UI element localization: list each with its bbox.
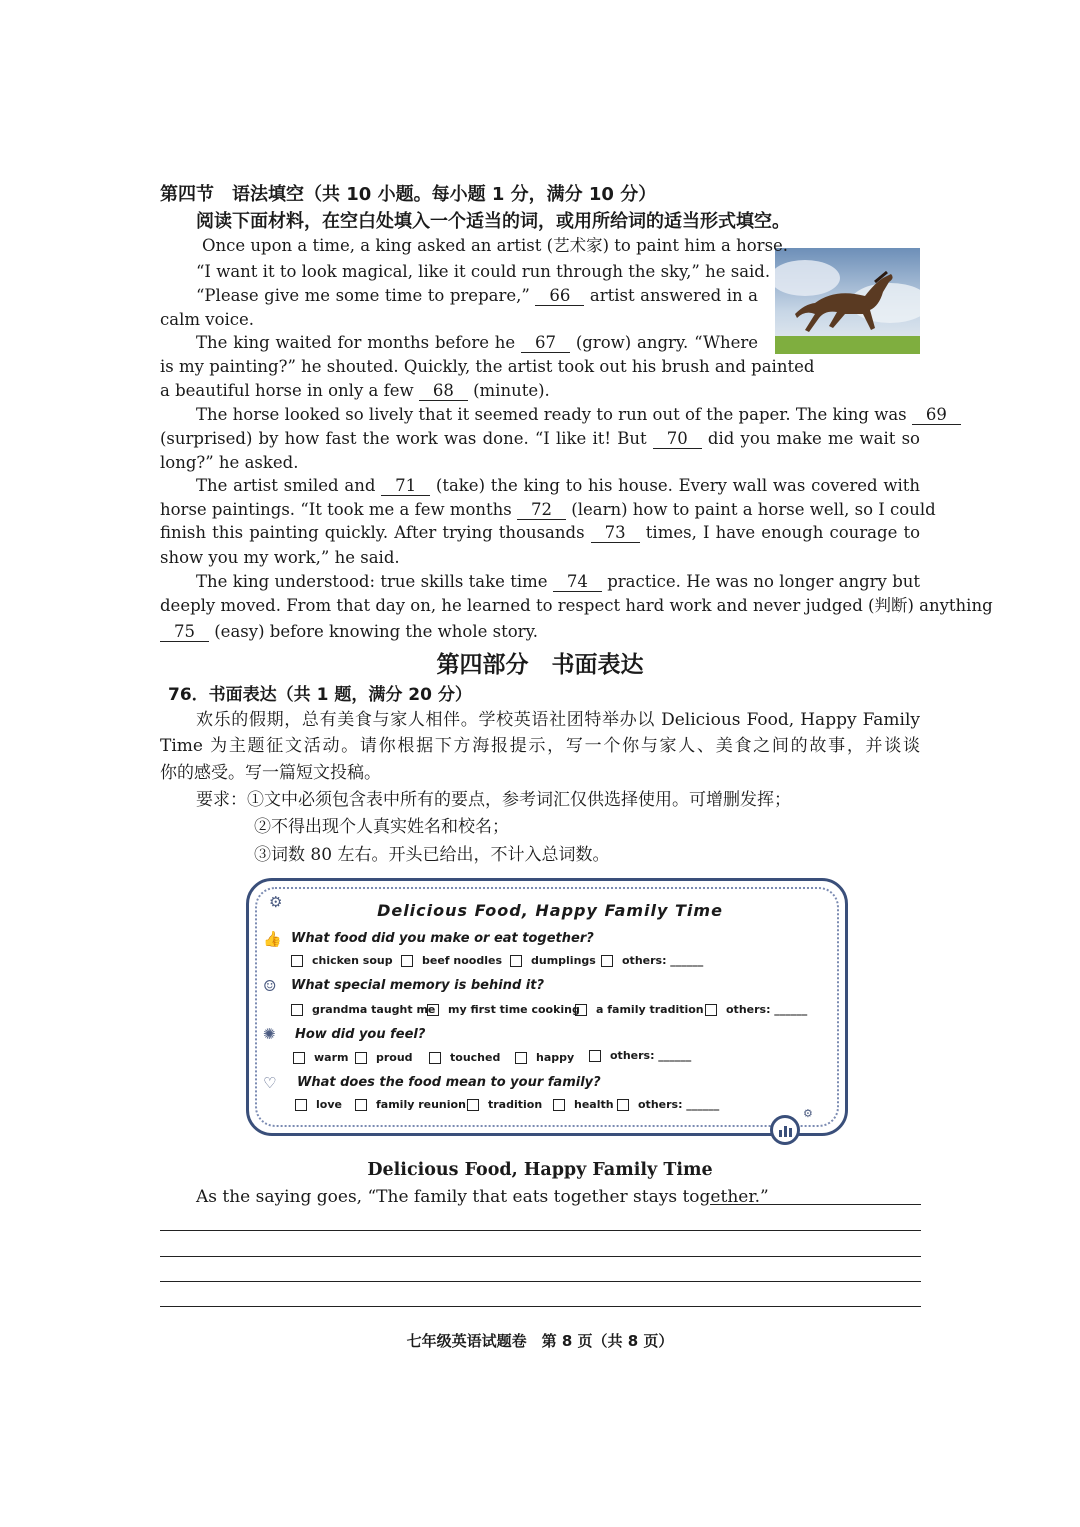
blank-68[interactable]: 68 [419,382,468,401]
option-family-tradition[interactable]: a family tradition [575,1003,704,1016]
poster-title: Delicious Food, Happy Family Time [377,901,723,920]
passage-line: a beautiful horse in only a few 68 (minute). [160,381,550,400]
blank-72[interactable]: 72 [517,501,566,520]
passage-line: long?” he asked. [160,453,299,472]
passage-line: Once upon a time, a king asked an artist (艺术家) to paint him a horse. [202,236,789,255]
option-others[interactable]: others: ______ [601,954,703,967]
checkbox[interactable] [427,1004,439,1016]
blank-67[interactable]: 67 [521,334,570,353]
writing-line[interactable] [160,1256,921,1257]
blank-74[interactable]: 74 [553,573,602,592]
poster [246,878,848,1136]
feeling-icon: ✺ [263,1025,276,1043]
passage-line: finish this painting quickly. After trying thousands 73 times, I have enough courage to [160,523,921,542]
poster-question-1: What food did you make or eat together? [291,931,594,946]
option-happy[interactable]: happy [515,1051,574,1064]
checkbox[interactable] [295,1099,307,1111]
writing-line[interactable] [160,1306,921,1307]
passage-line: The king understood: true skills take time 74 practice. He was no longer angry but [196,572,921,591]
checkbox[interactable] [291,955,303,967]
checkbox[interactable] [553,1099,565,1111]
checkbox[interactable] [601,955,613,967]
option-beef-noodles[interactable]: beef noodles [401,954,502,967]
option-others[interactable]: others: ______ [589,1049,691,1062]
passage-line: The horse looked so lively that it seemed ready to run out of the paper. The king was 69 [196,404,920,426]
blank-73[interactable]: 73 [591,524,640,543]
option-first-time-cooking[interactable]: my first time cooking [427,1003,580,1016]
option-warm[interactable]: warm [293,1051,348,1064]
checkbox[interactable] [467,1099,479,1111]
passage-line: The artist smiled and 71 (take) the king to his house. Every wall was covered with [196,476,920,495]
writing-line[interactable] [160,1230,921,1231]
option-family-reunion[interactable]: family reunion [355,1098,466,1111]
passage-line: The king waited for months before he 67 (grow) angry. “Where [196,333,758,352]
page-footer: 七年级英语试题卷 第 8 页（共 8 页） [406,1332,674,1350]
requirement-3: ③词数 80 左右。开头已给出，不计入总词数。 [254,845,610,865]
option-proud[interactable]: proud [355,1051,413,1064]
passage-line: (surprised) by how fast the work was done. “I like it! But 70 did you make me wait so [160,429,920,448]
checkbox[interactable] [355,1052,367,1064]
option-dumplings[interactable]: dumplings [510,954,596,967]
checkbox[interactable] [589,1050,601,1062]
memory-icon: ☺ [263,977,277,995]
prompt-line: Time 为主题征文活动。请你根据下方海报提示，写一个你与家人、美食之间的故事，并谈谈 [160,736,920,756]
chart-icon [770,1115,800,1145]
gear-icon: ⚙ [803,1107,813,1120]
passage-line: “Please give me some time to prepare,” 66 artist answered in a [196,286,758,305]
option-love[interactable]: love [295,1098,342,1111]
prompt-line: 你的感受。写一篇短文投稿。 [160,763,381,783]
section-instruction: 阅读下面材料，在空白处填入一个适当的词，或用所给词的适当形式填空。 [196,211,790,232]
passage-line: deeply moved. From that day on, he learned to respect hard work and never judged (判断) anything [160,596,993,615]
option-others[interactable]: others: ______ [705,1003,807,1016]
blank-69[interactable]: 69 [912,406,961,425]
checkbox[interactable] [515,1052,527,1064]
composition-opening: As the saying goes, “The family that eats together stays together.” [196,1187,769,1207]
heart-hand-icon: ♡ [263,1074,277,1092]
checkbox[interactable] [575,1004,587,1016]
passage-line: show you my work,” he said. [160,548,400,567]
passage-line: “I want it to look magical, like it could run through the sky,” he said. [196,262,771,281]
blank-70[interactable]: 70 [653,430,702,449]
passage-line: is my painting?” he shouted. Quickly, the artist took out his brush and painted [160,357,815,376]
writing-line[interactable] [710,1204,921,1205]
checkbox[interactable] [401,955,413,967]
section-title: 第四节 语法填空（共 10 小题。每小题 1 分，满分 10 分） [160,184,657,205]
gear-icon: ⚙ [269,893,283,911]
composition-title: Delicious Food, Happy Family Time [367,1160,713,1180]
blank-75[interactable]: 75 [160,623,209,642]
checkbox[interactable] [705,1004,717,1016]
option-grandma-taught-me[interactable]: grandma taught me [291,1003,435,1016]
requirement-1: 要求：①文中必须包含表中所有的要点，参考词汇仅供选择使用。可增删发挥； [196,790,791,810]
checkbox[interactable] [355,1099,367,1111]
blank-71[interactable]: 71 [381,477,430,496]
passage-line: 75 (easy) before knowing the whole story. [160,621,538,643]
thumbs-up-icon: 👍 [263,930,282,948]
part-title: 第四部分 书面表达 [436,652,644,678]
checkbox[interactable] [429,1052,441,1064]
option-health[interactable]: health [553,1098,614,1111]
option-tradition[interactable]: tradition [467,1098,542,1111]
horse-image [775,248,920,354]
passage-line: calm voice. [160,310,255,329]
option-touched[interactable]: touched [429,1051,500,1064]
checkbox[interactable] [510,955,522,967]
requirement-2: ②不得出现个人真实姓名和校名； [254,817,509,837]
checkbox[interactable] [617,1099,629,1111]
question-76-title: 76．书面表达（共 1 题，满分 20 分） [168,685,472,705]
poster-question-4: What does the food mean to your family? [297,1075,601,1090]
checkbox[interactable] [291,1004,303,1016]
checkbox[interactable] [293,1052,305,1064]
prompt-line: 欢乐的假期，总有美食与家人相伴。学校英语社团特举办以 Delicious Food, Happy Family [196,710,920,730]
poster-question-3: How did you feel? [295,1027,426,1042]
poster-question-2: What special memory is behind it? [291,978,544,993]
passage-line: horse paintings. “It took me a few months 72 (learn) how to paint a horse well, so I could [160,500,936,519]
blank-66[interactable]: 66 [535,287,584,306]
option-chicken-soup[interactable]: chicken soup [291,954,393,967]
option-others[interactable]: others: ______ [617,1098,719,1111]
writing-line[interactable] [160,1281,921,1282]
